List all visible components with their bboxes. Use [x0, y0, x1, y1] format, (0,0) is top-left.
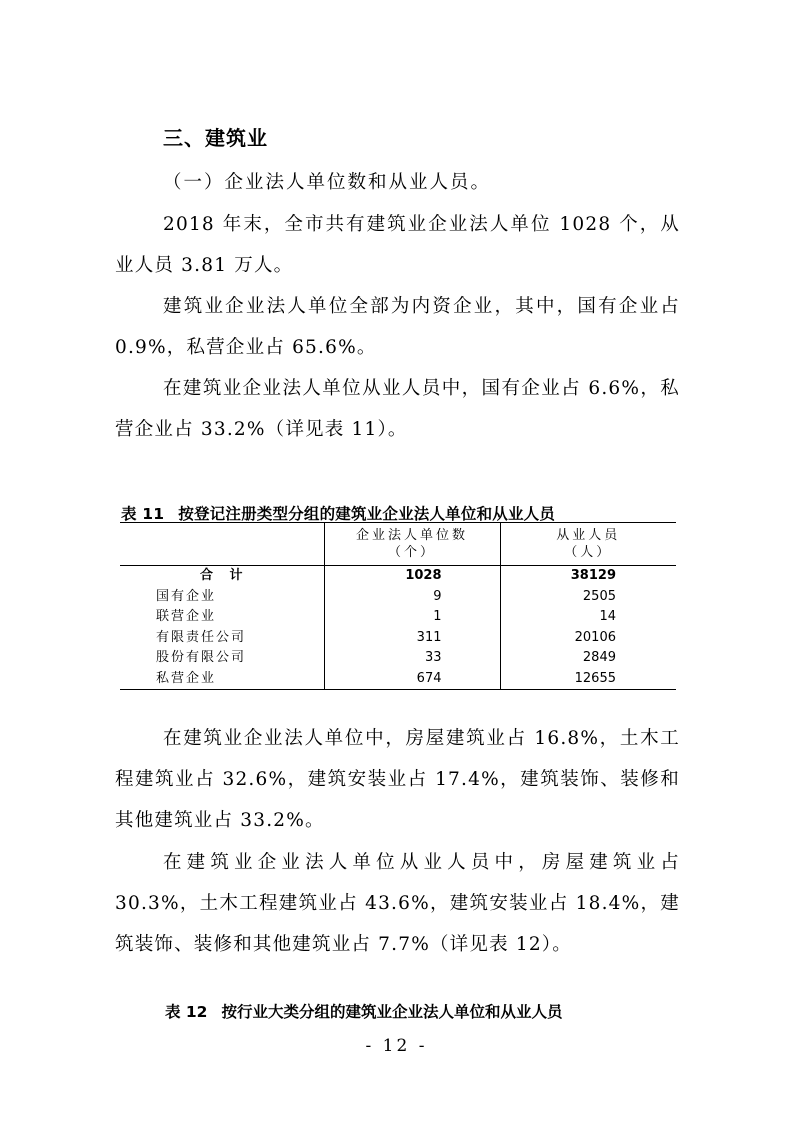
table-row-total	[120, 566, 676, 587]
paragraph-industry-employees: 在建筑业企业法人单位从业人员中，房屋建筑业占 30.3%，土木工程建筑业占 43.6%，建筑安装业占 18.4%，建筑装饰、装修和其他建筑业占 7.7%（详见表 12）。	[115, 852, 680, 955]
table-11-caption: 按登记注册类型分组的建筑业企业法人单位和从业人员	[178, 505, 556, 523]
cell-units: 9	[324, 587, 500, 608]
table-row	[120, 669, 676, 690]
table-11-title	[121, 502, 681, 524]
paragraph-ownership-units: 建筑业企业法人单位全部为内资企业，其中，国有企业占 0.9%，私营企业占 65.6%。	[115, 296, 680, 358]
cell-units: 33	[324, 648, 500, 669]
cell-employees: 20106	[500, 628, 676, 649]
table-11	[120, 522, 676, 690]
table-12-caption: 按行业大类分组的建筑业企业法人单位和从业人员	[221, 1003, 563, 1021]
table-row	[120, 607, 676, 628]
table-row	[120, 628, 676, 649]
header-units-label: 企业法人单位数	[355, 528, 468, 543]
cell-units: 1	[324, 607, 500, 628]
cell-units: 311	[324, 628, 500, 649]
cell-units: 1028	[324, 566, 500, 587]
table-11-number: 表 11	[121, 505, 165, 523]
row-label: 私营企业	[120, 669, 324, 690]
paragraph-ownership-employees: 在建筑业企业法人单位从业人员中，国有企业占 6.6%，私营企业占 33.2%（详见表 11）。	[115, 378, 680, 440]
header-units-unit: （个）	[387, 545, 436, 560]
table-11-header-units	[324, 523, 500, 566]
table-11-header-employees	[500, 523, 676, 566]
table-12-number: 表 12	[165, 1003, 208, 1021]
row-label: 股份有限公司	[156, 650, 247, 665]
page-number: - 12 -	[365, 1036, 428, 1056]
row-label: 国有企业	[156, 588, 217, 604]
header-employees-unit: （人）	[564, 545, 613, 560]
cell-employees: 2505	[500, 587, 676, 608]
table-row	[120, 648, 676, 669]
section-heading: 三、建筑业	[163, 126, 268, 150]
cell-employees: 14	[500, 607, 676, 628]
header-employees-label: 从业人员	[556, 528, 621, 543]
cell-employees: 38129	[500, 566, 676, 587]
table-12-title	[165, 1000, 562, 1022]
cell-employees: 12655	[500, 669, 676, 690]
sub-heading: （一）企业法人单位数和从业人员。	[163, 172, 492, 193]
cell-employees: 2849	[500, 648, 676, 669]
row-label: 联营企业	[156, 609, 217, 624]
cell-units: 674	[324, 669, 500, 690]
paragraph-units-total: 2018 年末，全市共有建筑业企业法人单位 1028 个，从业人员 3.81 万人。	[115, 214, 680, 276]
row-label: 合 计	[200, 568, 249, 583]
table-11-header-row	[120, 523, 676, 566]
paragraph-industry-units: 在建筑业企业法人单位中，房屋建筑业占 16.8%，土木工程建筑业占 32.6%，建筑安装业占 17.4%，建筑装饰、装修和其他建筑业占 33.2%。	[115, 728, 680, 831]
row-label: 有限责任公司	[156, 629, 247, 645]
table-row	[120, 587, 676, 608]
table-11-header-blank	[120, 523, 324, 566]
